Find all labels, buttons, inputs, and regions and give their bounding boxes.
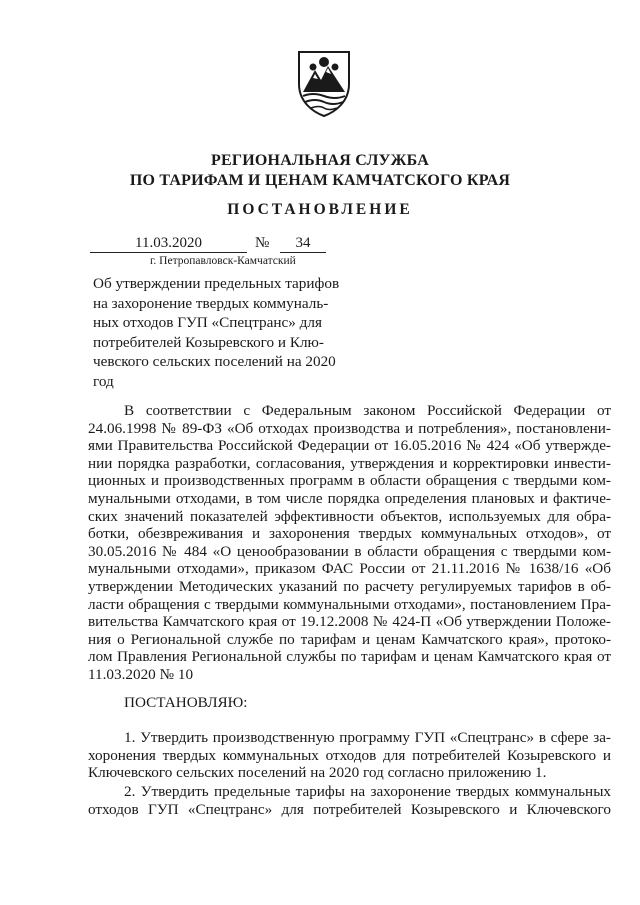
text-line: утверждении Методических указаний по расчету регулируемых тарифов в об- <box>88 577 611 595</box>
text-line: ботки, обезвреживания и захоронения твердых коммунальных отходов», от <box>88 525 611 543</box>
document-number: 34 <box>280 235 326 253</box>
document-subject <box>93 274 343 391</box>
text-line: мунальными отходами, в том числе порядка определения плановых и фактиче- <box>88 489 611 507</box>
text-line: ния о Региональной службе по тарифам и ценам Камчатского края», протоко- <box>88 630 611 648</box>
subject-line: ных отходов ГУП «Спецтранс» для <box>93 314 322 331</box>
text-line: ласти обращения с твердыми коммунальными отходами», постановлением Пра- <box>88 595 611 613</box>
number-sign: № <box>255 235 270 251</box>
subject-line: чевского сельских поселений на 2020 <box>93 353 336 370</box>
text-line: ями Правительства Российской Федерации от 16.05.2016 № 424 «Об утвержде- <box>88 437 611 455</box>
text-line: 11.03.2020 № 10 <box>88 665 194 683</box>
text-line: 30.05.2016 № 484 «О ценообразовании в области обращения с твердыми ком- <box>88 542 611 560</box>
decree-word: ПОСТАНОВЛЯЮ: <box>124 694 248 711</box>
item-2-paragraph <box>88 783 611 818</box>
subject-line: год <box>93 372 114 390</box>
text-line: вительства Камчатского края от 19.12.2008 № 424-П «Об утверждении Положе- <box>88 613 611 631</box>
text-line: ционных и производственных программ в области обращения с твердыми ком- <box>88 472 611 490</box>
coat-of-arms-icon <box>295 48 353 118</box>
subject-line: на захоронение твердых коммуналь- <box>93 294 329 312</box>
org-name-line1: РЕГИОНАЛЬНАЯ СЛУЖБА <box>211 152 429 169</box>
text-line: хоронения твердых коммунальных отходов для потребителей Козыревского и <box>88 746 611 764</box>
text-line: мунальными отходами», приказом ФАС России от 21.11.2016 № 1638/16 «Об <box>88 560 611 578</box>
subject-line: Об утверждении предельных тарифов <box>93 275 340 292</box>
document-type-title: ПОСТАНОВЛЕНИЕ <box>227 201 413 218</box>
text-line: Ключевского сельских поселений на 2020 год согласно приложению 1. <box>88 764 547 782</box>
text-line: 2. Утвердить предельные тарифы на захоронение твердых коммунальных <box>124 783 611 800</box>
text-line: отходов ГУП «Спецтранс» для потребителей Козыревского и Ключевского <box>88 800 611 818</box>
text-line: лом Правления Региональной службы по тарифам и ценам Камчатского края от <box>88 648 611 666</box>
preamble-paragraph <box>88 402 611 684</box>
text-line: 1. Утвердить производственную программу ГУП «Спецтранс» в сфере за- <box>124 729 611 746</box>
document-city: г. Петропавловск-Камчатский <box>150 255 296 267</box>
document-date: 11.03.2020 <box>90 235 247 253</box>
text-line: В соответствии с Федеральным законом Российской Федерации от <box>124 402 611 419</box>
org-name-line2: ПО ТАРИФАМ И ЦЕНАМ КАМЧАТСКОГО КРАЯ <box>129 172 511 189</box>
subject-line: потребителей Козыревского и Клю- <box>93 333 324 351</box>
text-line: 24.06.1998 № 89-ФЗ «Об отходах производства и потребления», постановлени- <box>88 419 611 437</box>
text-line: ских значений показателей эффективности объектов, используемых для обра- <box>88 507 611 525</box>
item-1-paragraph <box>88 729 611 782</box>
text-line: нии порядка разработки, согласования, утверждения и корректировки инвести- <box>88 454 611 472</box>
